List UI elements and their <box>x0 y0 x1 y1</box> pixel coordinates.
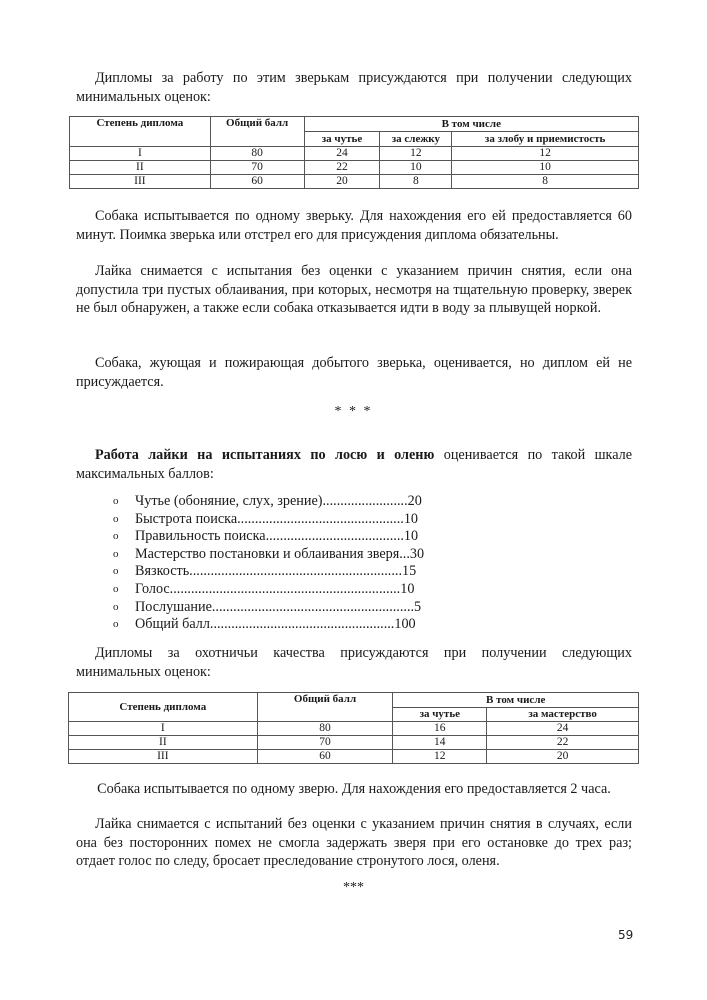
paragraph-hunting-diplomas: Дипломы за охотничьи качества присуждаются при получении следующих минимальных оценок: <box>76 645 632 680</box>
cell-scent: 12 <box>393 750 487 764</box>
table-row <box>69 722 639 736</box>
paragraph-eating-prey: Собака, жующая и пожирающая добытого зверька, оценивается, но диплом ей не присуждается. <box>76 355 632 390</box>
list-item <box>113 511 424 529</box>
header-aggression: за злобу и приемистость <box>452 132 639 147</box>
list-item <box>113 581 424 599</box>
paragraph-diplomas-intro: Дипломы за работу по этим зверькам присуждаются при получении следующих минимальных оценок: <box>76 70 632 105</box>
page-number: 59 <box>618 928 634 942</box>
table-row <box>70 161 639 175</box>
list-item-text: Общий балл....................................................100 <box>135 616 416 633</box>
header-scent: за чутье <box>304 132 380 147</box>
cell-mastery: 22 <box>487 736 639 750</box>
bold-heading: Работа лайки на испытаниях по лосю и оленю <box>95 447 435 463</box>
table-row <box>70 175 639 189</box>
circle-bullet-icon: o <box>113 512 119 525</box>
table-row <box>69 750 639 764</box>
diploma-table-moose-deer <box>68 692 639 764</box>
list-item-text: Голос.................................................................10 <box>135 580 415 597</box>
cell-scent: 14 <box>393 736 487 750</box>
paragraph-test-time-moose: Собака испытывается по одному зверю. Для нахождения его предоставляется 2 часа. <box>97 781 611 797</box>
list-item <box>113 528 424 546</box>
cell-total: 60 <box>257 750 393 764</box>
list-item <box>113 546 424 564</box>
cell-total: 80 <box>257 722 393 736</box>
paragraph-disqualification-moose: Лайка снимается с испытаний без оценки с указанием причин снятия в случаях, если она без посторонних помех не смогла задержать зверя при его остановке до трех раз; отдает голос по следу, бросает преследование стронутого лося, оленя. <box>76 816 632 869</box>
list-item-text: Мастерство постановки и облаивания зверя...30 <box>135 545 425 562</box>
circle-bullet-icon: o <box>113 530 119 543</box>
diploma-table-small-game <box>69 116 639 189</box>
paragraph-disqualification: Лайка снимается с испытания без оценки с указанием причин снятия, если она допустила три пустых облаивания, при которых, несмотря на тщательную проверку, зверек не был обнаружен, а также если собака отказывается идти в воду за плывущей норкой. <box>76 263 632 316</box>
cell-tracking: 12 <box>380 147 452 161</box>
cell-scent: 20 <box>304 175 380 189</box>
cell-total: 60 <box>210 175 304 189</box>
circle-bullet-icon: o <box>113 565 119 578</box>
cell-degree: III <box>70 175 211 189</box>
header-total: Общий балл <box>257 693 393 722</box>
cell-mastery: 24 <box>487 722 639 736</box>
header-tracking: за слежку <box>380 132 452 147</box>
header-degree: Степень диплома <box>70 117 211 147</box>
circle-bullet-icon: o <box>113 618 119 631</box>
header-including: В том числе <box>393 693 639 708</box>
header-including: В том числе <box>304 117 638 132</box>
cell-degree: II <box>69 736 258 750</box>
cell-aggression: 12 <box>452 147 639 161</box>
section-separator: *** <box>343 880 364 895</box>
list-item <box>113 563 424 581</box>
cell-degree: I <box>70 147 211 161</box>
circle-bullet-icon: o <box>113 547 119 560</box>
cell-tracking: 8 <box>380 175 452 189</box>
circle-bullet-icon: o <box>113 582 119 595</box>
cell-scent: 16 <box>393 722 487 736</box>
paragraph-moose-deer-intro <box>76 446 632 483</box>
cell-total: 80 <box>210 147 304 161</box>
cell-aggression: 10 <box>452 161 639 175</box>
list-item-text: Чутье (обоняние, слух, зрение)........................20 <box>135 493 422 509</box>
table-row <box>69 736 639 750</box>
cell-scent: 24 <box>304 147 380 161</box>
paragraph-test-time: Собака испытывается по одному зверьку. Для нахождения его ей предоставляется 60 минут. Поимка зверька или отстрел его для присуждения диплома обязательны. <box>76 208 632 243</box>
score-scale-list <box>113 493 424 634</box>
list-item-text: Правильность поиска.......................................10 <box>135 528 419 545</box>
list-item-text: Быстрота поиска...............................................10 <box>135 510 419 527</box>
cell-tracking: 10 <box>380 161 452 175</box>
cell-mastery: 20 <box>487 750 639 764</box>
header-degree: Степень диплома <box>69 693 258 722</box>
cell-total: 70 <box>257 736 393 750</box>
cell-total: 70 <box>210 161 304 175</box>
section-separator: * * * <box>334 404 373 419</box>
cell-degree: I <box>69 722 258 736</box>
list-item <box>113 616 424 634</box>
circle-bullet-icon: o <box>113 495 119 507</box>
cell-aggression: 8 <box>452 175 639 189</box>
cell-degree: II <box>70 161 211 175</box>
header-mastery: за мастерство <box>487 708 639 722</box>
header-total: Общий балл <box>210 117 304 147</box>
header-scent: за чутье <box>393 708 487 722</box>
list-item <box>113 493 424 511</box>
list-item <box>113 599 424 617</box>
circle-bullet-icon: o <box>113 600 119 613</box>
list-item-text: Вязкость............................................................15 <box>135 563 417 580</box>
cell-scent: 22 <box>304 161 380 175</box>
list-item-text: Послушание.........................................................5 <box>135 598 422 615</box>
paragraph-rest: оценивается по такой шкале максимальных баллов: <box>76 447 633 482</box>
cell-degree: III <box>69 750 258 764</box>
table-row <box>70 147 639 161</box>
